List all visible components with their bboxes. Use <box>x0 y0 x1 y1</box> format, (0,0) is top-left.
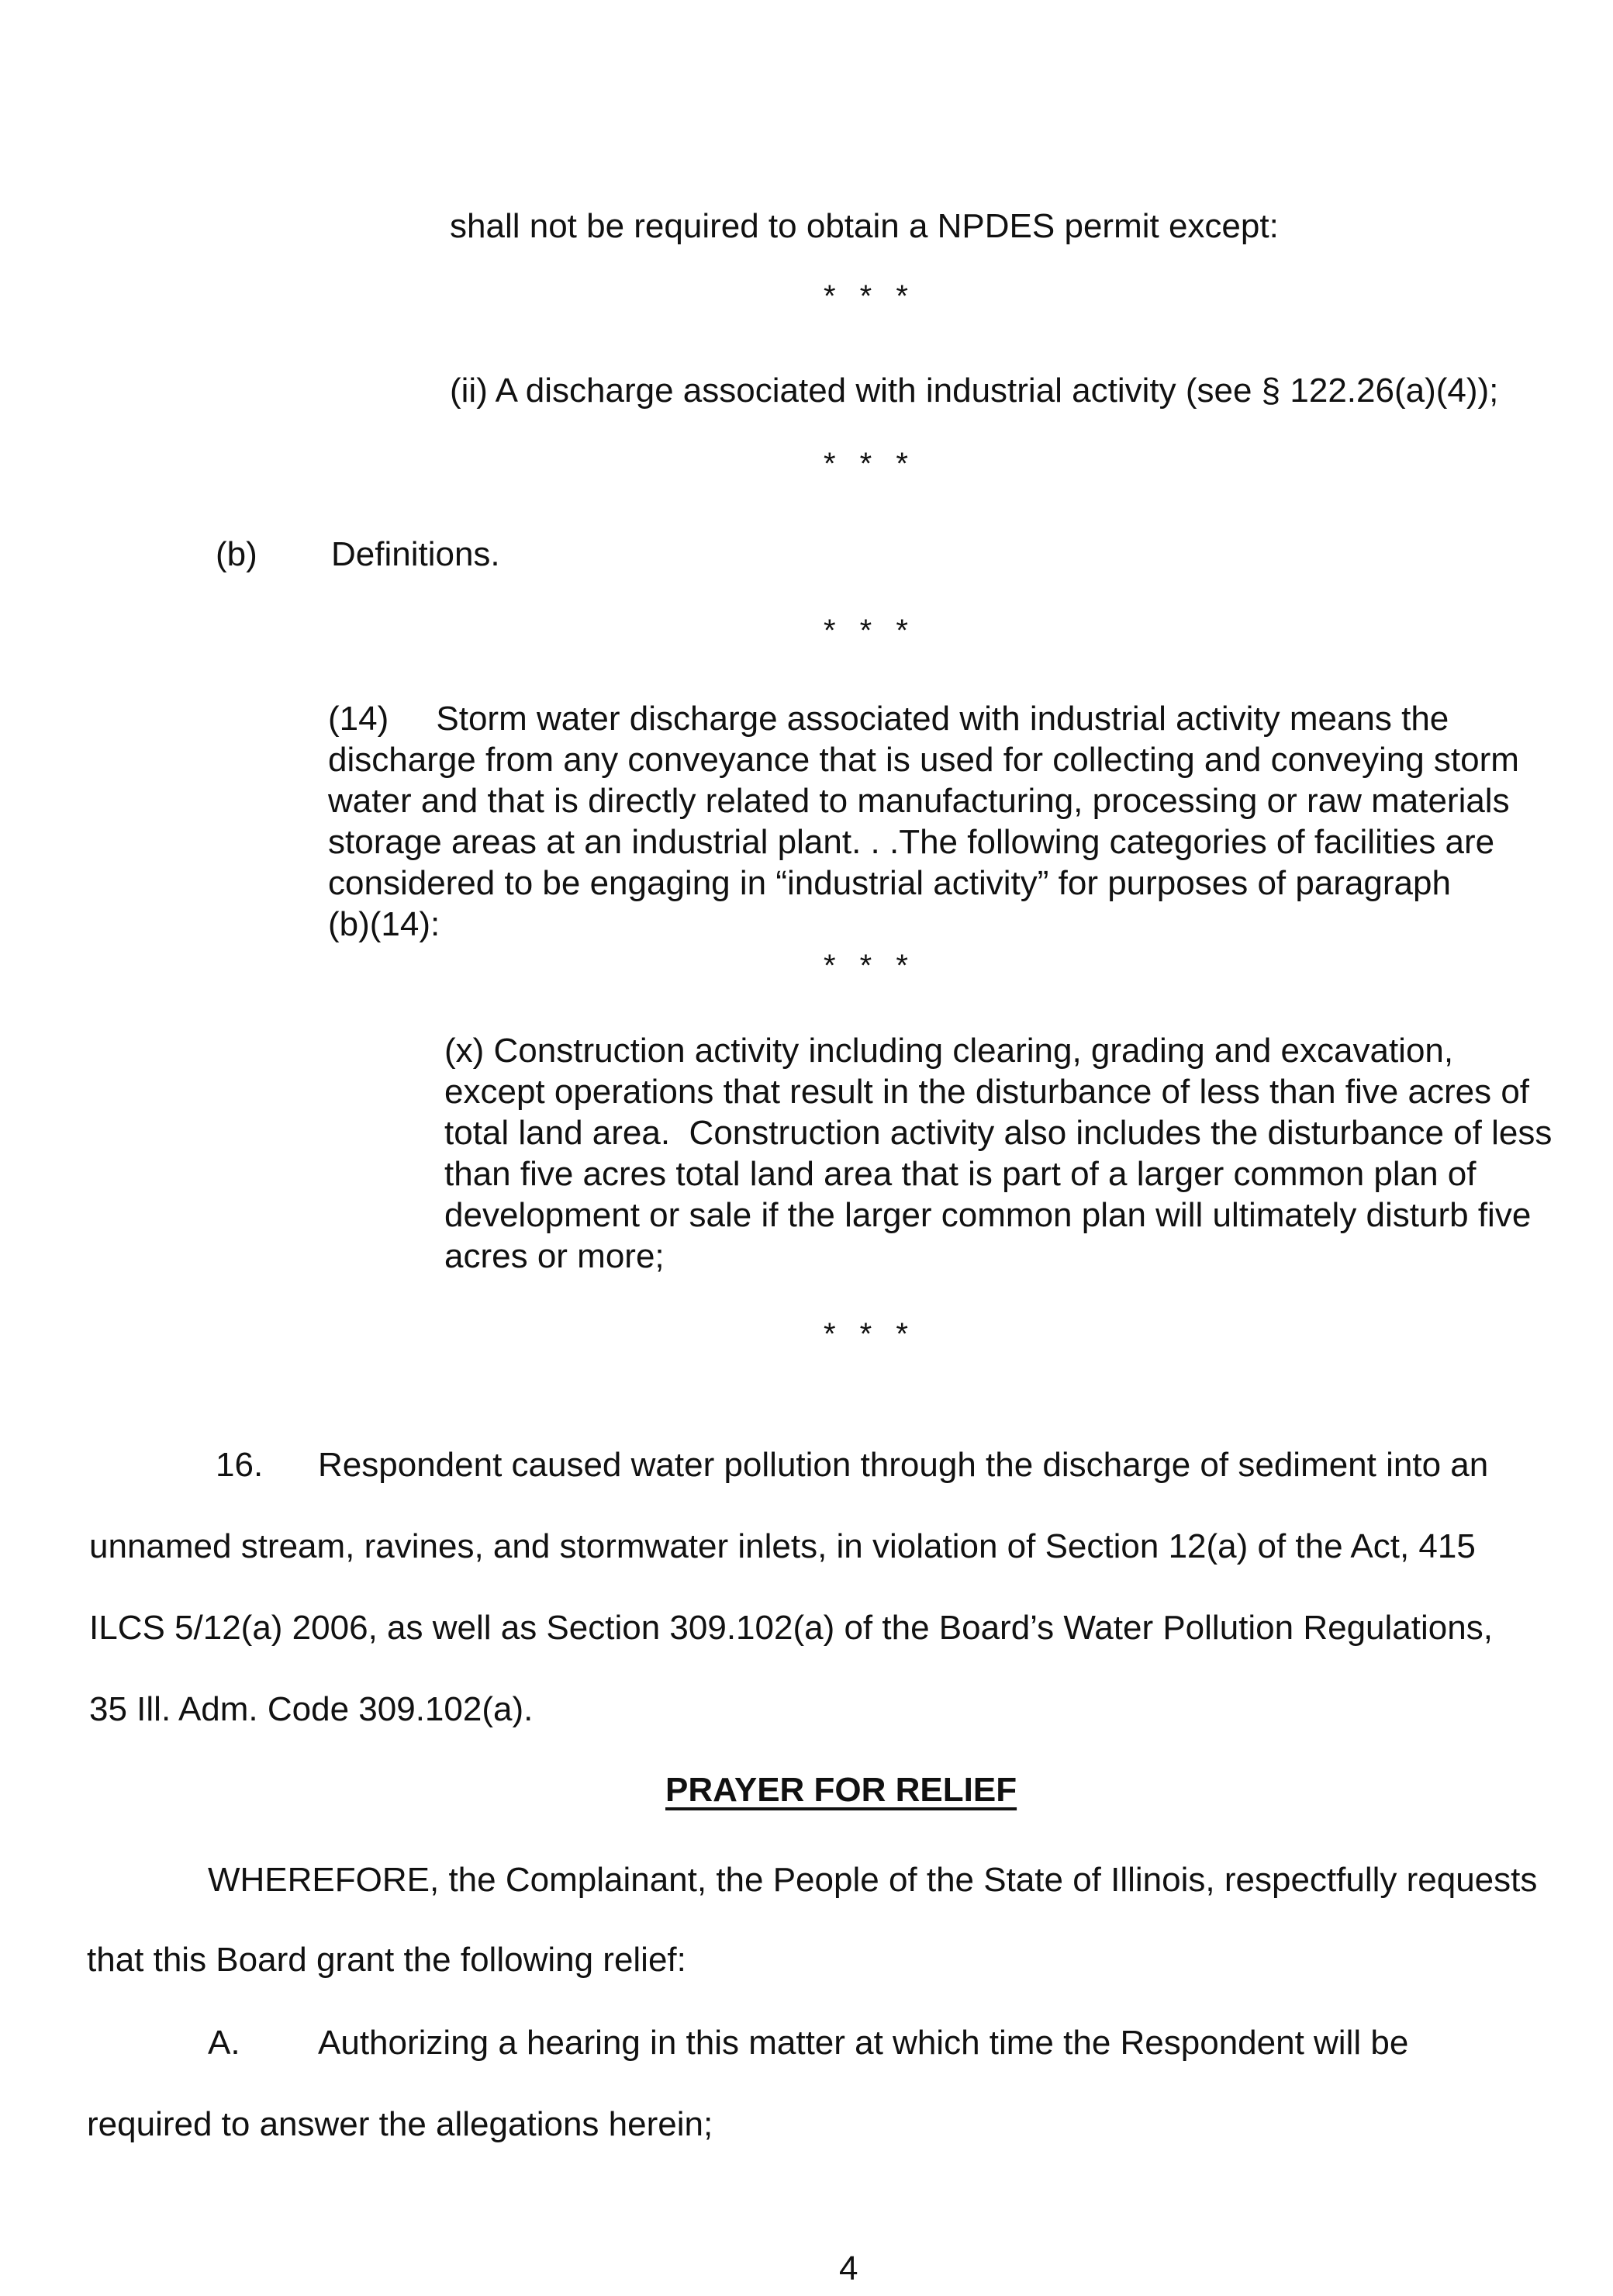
definition-14-line: (b)(14): <box>328 905 440 943</box>
quote-item-ii: (ii) A discharge associated with industrial activity (see § 122.26(a)(4)); <box>450 372 1499 410</box>
ellipsis-3: * * * <box>824 614 916 648</box>
quote-item-x <box>444 1030 1552 1277</box>
ellipsis-1: * * * <box>824 279 916 313</box>
ellipsis-2: * * * <box>824 447 916 481</box>
paragraph-16-number: 16. <box>216 1446 264 1484</box>
paragraph-16-line: ILCS 5/12(a) 2006, as well as Section 309.102(a) of the Board’s Water Pollution Regulations, <box>89 1609 1493 1647</box>
wherefore-first-line: WHEREFORE, the Complainant, the People of the State of Illinois, respectfully requests <box>208 1861 1538 1899</box>
paragraph-16-line: 35 Ill. Adm. Code 309.102(a). <box>89 1690 534 1728</box>
page-number: 4 <box>839 2249 858 2287</box>
quote-b-title: Definitions. <box>331 535 500 573</box>
definition-14-line: water and that is directly related to manufacturing, processing or raw materials <box>328 782 1510 820</box>
ellipsis-4: * * * <box>824 949 916 983</box>
ellipsis-5: * * * <box>824 1317 916 1351</box>
item-x-line: total land area. Construction activity also includes the disturbance of less <box>444 1114 1553 1152</box>
definition-14-line: considered to be engaging in “industrial activity” for purposes of paragraph <box>328 864 1451 902</box>
relief-item-a-first-line: Authorizing a hearing in this matter at which time the Respondent will be <box>318 2024 1409 2062</box>
item-x-line: acres or more; <box>444 1237 665 1275</box>
item-x-line: development or sale if the larger common plan will ultimately disturb five <box>444 1196 1532 1234</box>
relief-item-a-second-line: required to answer the allegations herein; <box>87 2105 713 2143</box>
quote-intro: shall not be required to obtain a NPDES permit except: <box>450 207 1279 245</box>
paragraph-16-first-line: Respondent caused water pollution through the discharge of sediment into an <box>318 1446 1489 1484</box>
quote-b-label: (b) <box>216 535 257 573</box>
relief-item-a-label: A. <box>208 2024 240 2062</box>
wherefore-second-line: that this Board grant the following relief: <box>87 1941 686 1979</box>
definition-14 <box>328 698 1519 945</box>
item-x-line: than five acres total land area that is part of a larger common plan of <box>444 1155 1477 1193</box>
definition-14-line: discharge from any conveyance that is used for collecting and conveying storm <box>328 741 1519 779</box>
definition-14-line: storage areas at an industrial plant. . .The following categories of facilities are <box>328 823 1495 861</box>
item-x-line: except operations that result in the disturbance of less than five acres of <box>444 1073 1530 1111</box>
definition-14-line: (14) Storm water discharge associated with industrial activity means the <box>328 700 1449 738</box>
item-x-line: (x) Construction activity including clearing, grading and excavation, <box>444 1032 1454 1070</box>
paragraph-16-line: unnamed stream, ravines, and stormwater inlets, in violation of Section 12(a) of the Act, 415 <box>89 1527 1476 1565</box>
section-heading: PRAYER FOR RELIEF <box>665 1771 1017 1809</box>
